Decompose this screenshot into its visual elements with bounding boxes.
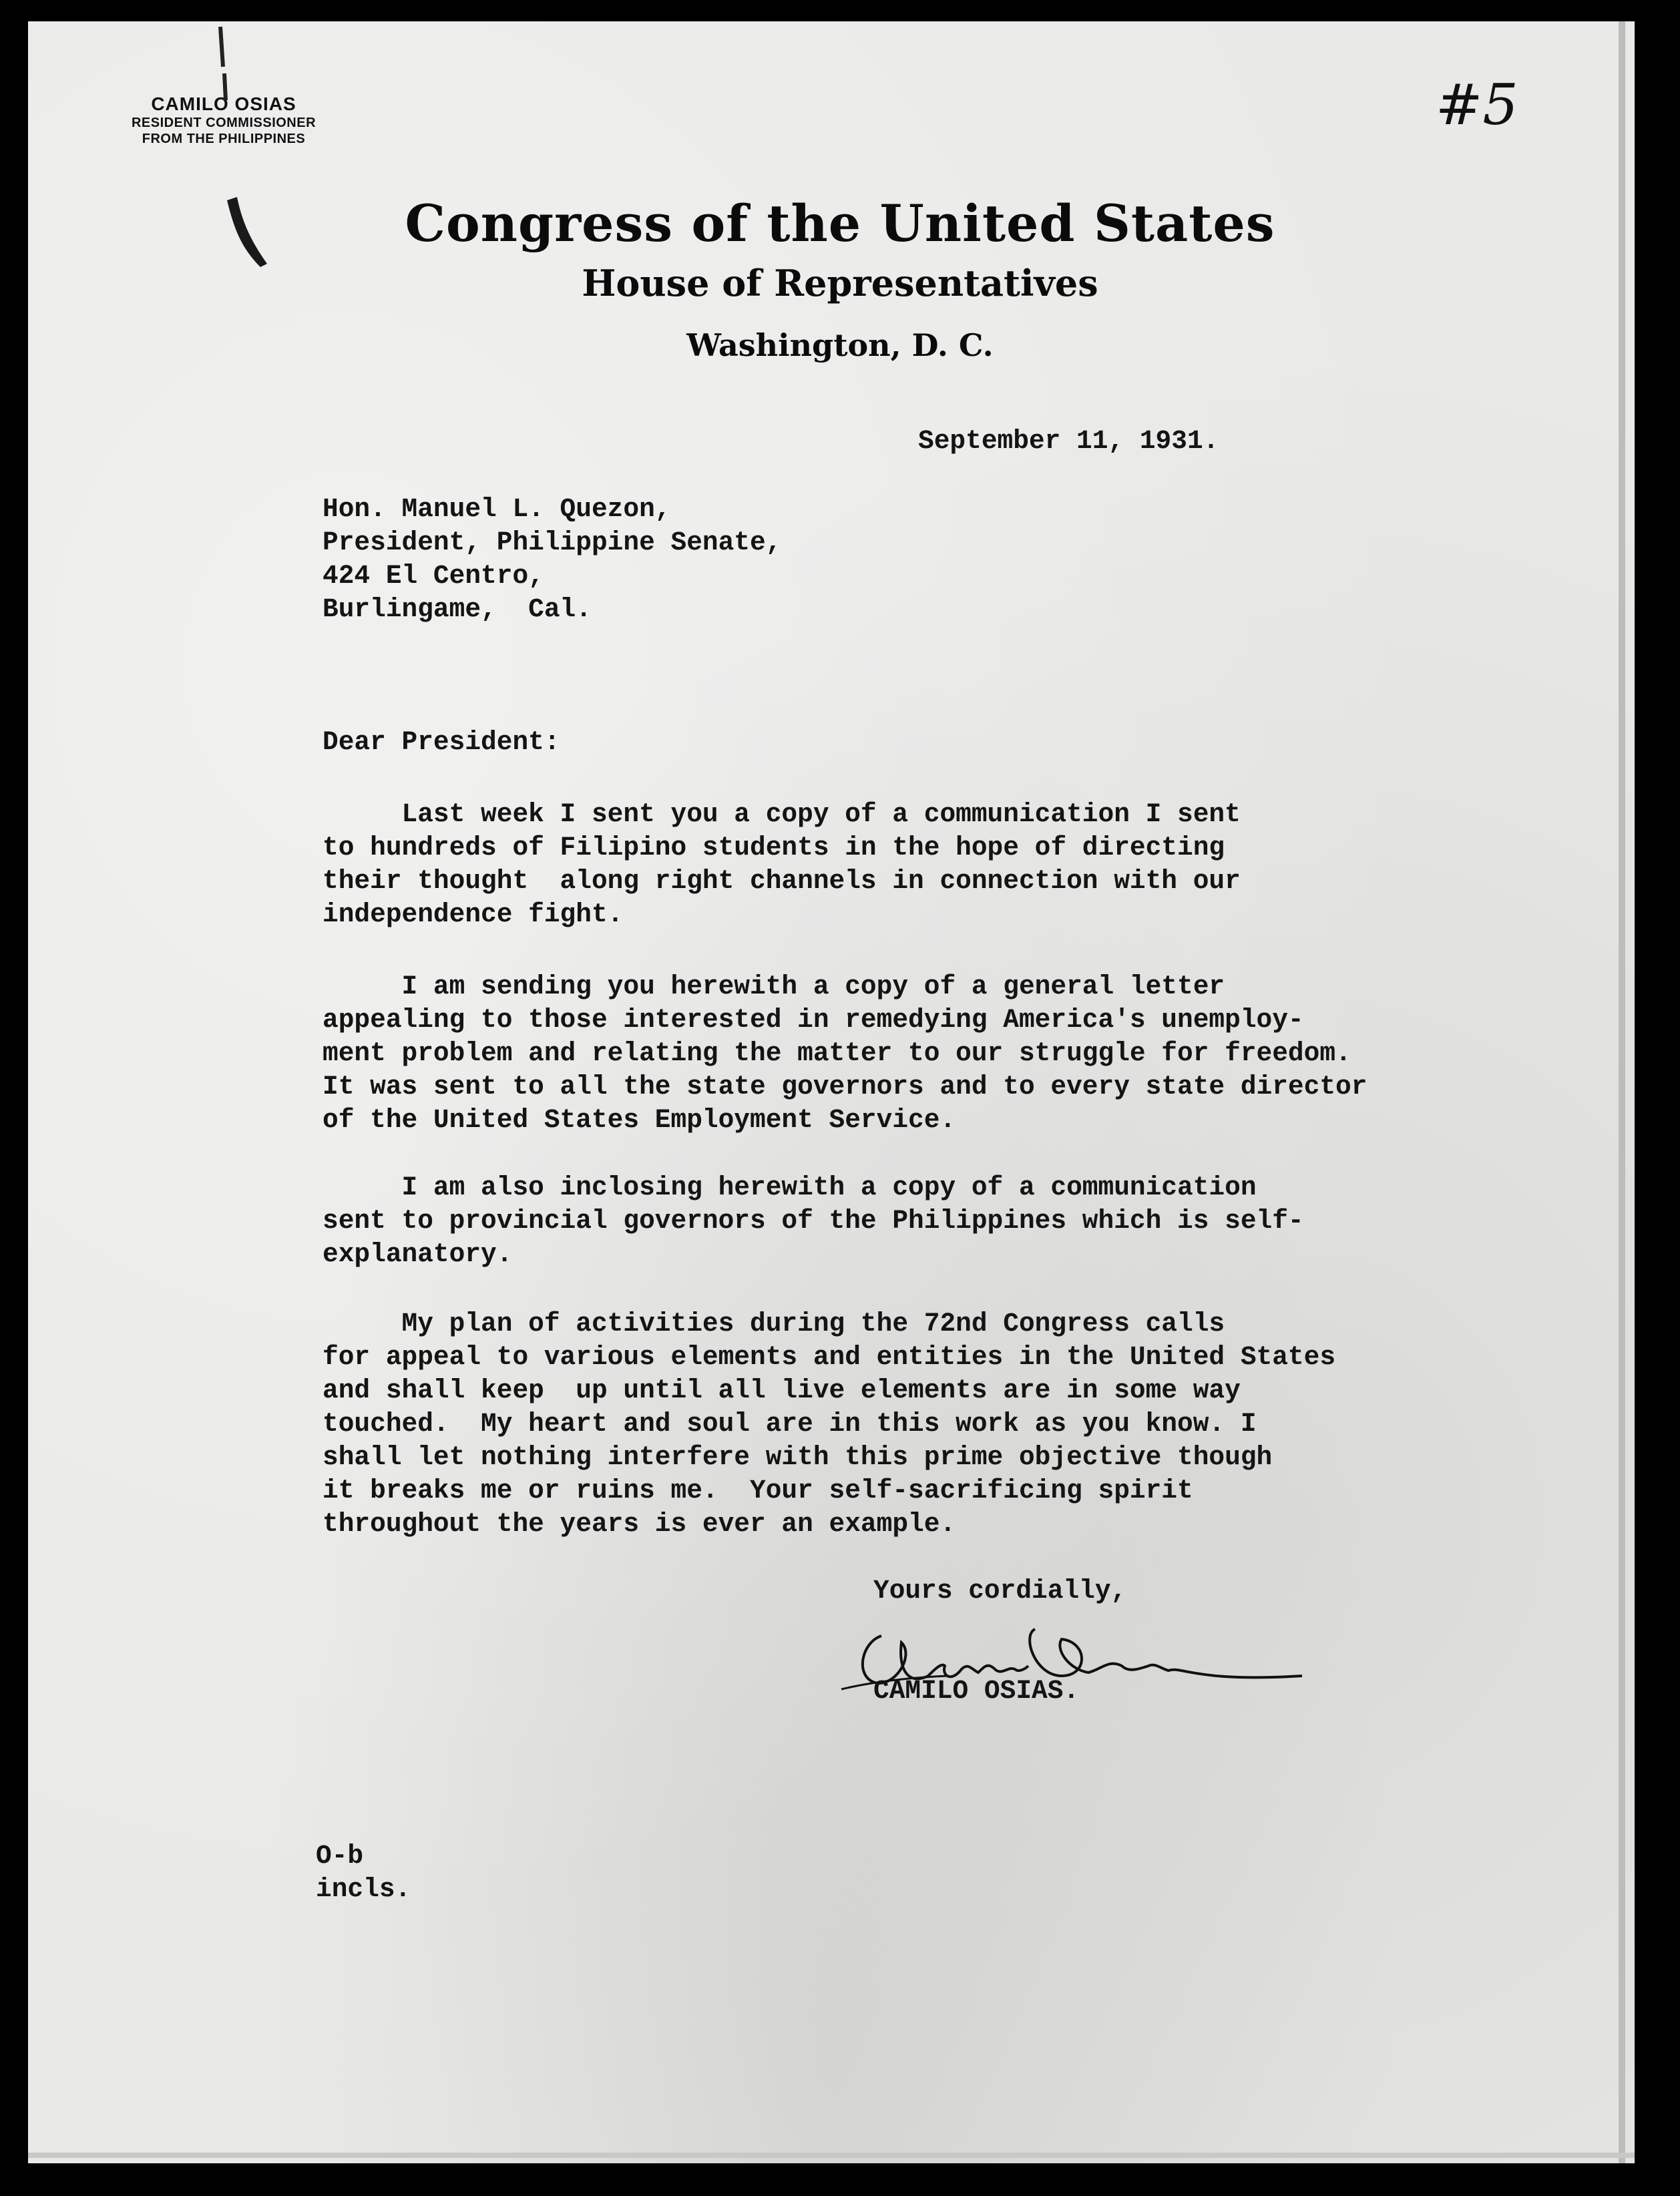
letterhead-chamber: House of Representatives: [582, 262, 1098, 304]
paragraph-line: for appeal to various elements and entities in the United States: [323, 1342, 1336, 1372]
paragraph-line: Last week I sent you a copy of a communication I sent: [323, 799, 1241, 829]
letter-date: September 11, 1931.: [918, 426, 1219, 456]
reference-notations: [316, 1839, 411, 1906]
letterhead-city: Washington, D. C.: [686, 327, 994, 363]
body-paragraph-4: [323, 1307, 1335, 1541]
commissioner-origin: FROM THE PHILIPPINES: [142, 132, 306, 146]
paragraph-line: I am sending you herewith a copy of a general letter: [323, 971, 1225, 1002]
paragraph-line: shall let nothing interfere with this prime objective though: [323, 1442, 1273, 1472]
commissioner-name: CAMILO OSIAS: [151, 93, 296, 114]
letterhead-title: Congress of the United States: [405, 194, 1275, 253]
enclosures-note: incls.: [316, 1874, 411, 1904]
signer-name: CAMILO OSIAS.: [873, 1676, 1080, 1706]
commissioner-title: RESIDENT COMMISSIONER: [131, 116, 317, 130]
paragraph-line: My plan of activities during the 72nd Congress calls: [323, 1309, 1225, 1339]
paragraph-line: independence fight.: [323, 899, 624, 929]
handwritten-item-number: #5: [1436, 72, 1518, 138]
paragraph-line: I am also inclosing herewith a copy of a communication: [323, 1172, 1257, 1202]
body-paragraph-1: [323, 798, 1241, 931]
paragraph-line: their thought along right channels in connection with our: [323, 866, 1241, 896]
paragraph-line: appealing to those interested in remedying America's unemploy-: [323, 1005, 1304, 1035]
salutation: Dear President:: [323, 727, 560, 757]
recipient-line: Hon. Manuel L. Quezon,: [323, 494, 671, 524]
paragraph-line: and shall keep up until all live elements are in some way: [323, 1375, 1241, 1405]
recipient-line: President, Philippine Senate,: [323, 527, 782, 558]
paragraph-line: it breaks me or ruins me. Your self-sacrificing spirit: [323, 1476, 1193, 1506]
paragraph-line: ment problem and relating the matter to our struggle for freedom.: [323, 1038, 1351, 1068]
paragraph-line: throughout the years is ever an example.: [323, 1509, 956, 1539]
recipient-address: [323, 493, 781, 626]
recipient-line: Burlingame, Cal.: [323, 594, 592, 624]
paragraph-line: to hundreds of Filipino students in the hope of directing: [323, 833, 1225, 863]
page-bottom-edge: [28, 2153, 1635, 2158]
recipient-line: 424 El Centro,: [323, 561, 544, 591]
body-paragraph-3: [323, 1171, 1304, 1271]
paragraph-line: sent to provincial governors of the Philippines which is self-: [323, 1206, 1304, 1236]
body-paragraph-2: [323, 970, 1367, 1137]
paragraph-line: touched. My heart and soul are in this work as you know. I: [323, 1409, 1257, 1439]
closing: Yours cordially,: [873, 1576, 1127, 1606]
paragraph-line: of the United States Employment Service.: [323, 1105, 956, 1135]
paragraph-line: explanatory.: [323, 1239, 513, 1269]
typist-initials: O-b: [316, 1841, 364, 1871]
paragraph-line: It was sent to all the state governors and to every state director: [323, 1072, 1368, 1102]
